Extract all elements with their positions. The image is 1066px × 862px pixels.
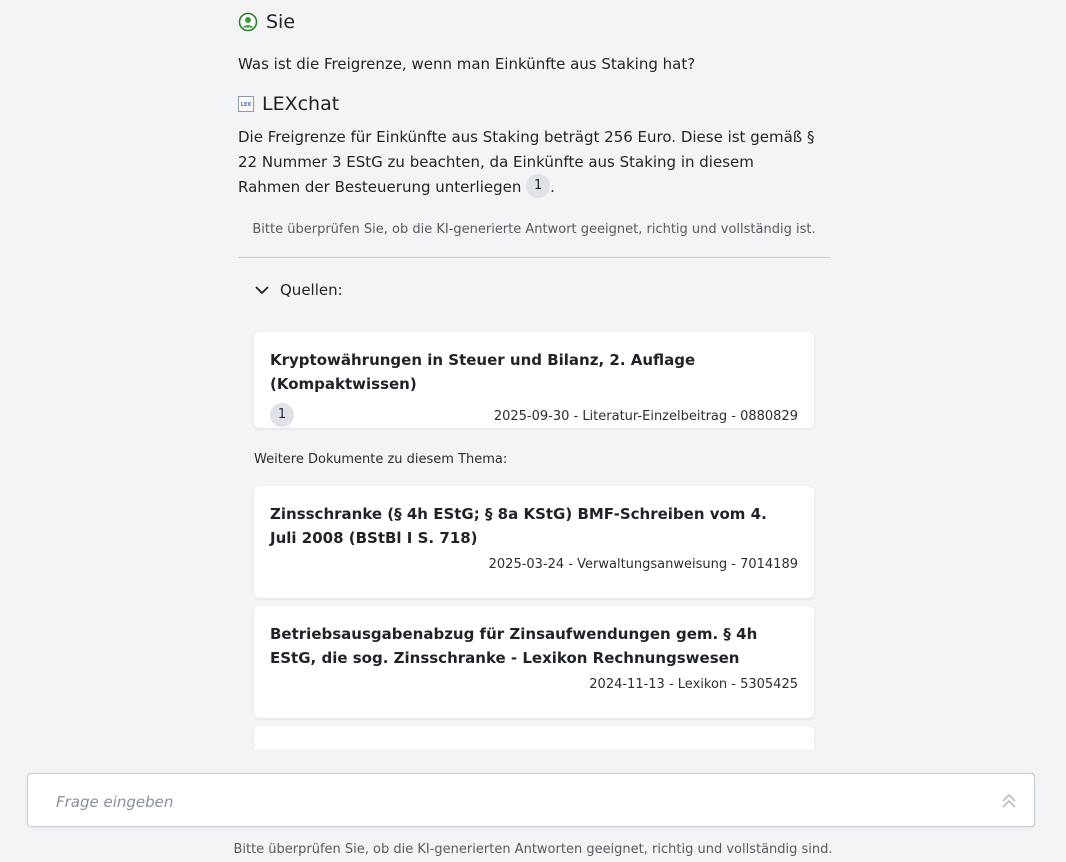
answer-end: . (550, 178, 555, 196)
source-meta: 2025-09-30 - Literatur-Einzelbeitrag - 0880829 (493, 409, 798, 424)
user-circle-icon (238, 12, 258, 32)
source-badge: 1 (270, 403, 294, 427)
source-title: Kryptowährungen in Steuer und Bilanz, 2. Auflage (Kompaktwissen) (270, 351, 696, 393)
lex-icon-text: LEX (240, 102, 252, 108)
question-input-box (27, 773, 1035, 827)
sources-label: Quellen: (280, 281, 343, 299)
document-title: Zinsschranke (§ 4h EStG; § 8a KStG) BMF-Schreiben vom 4. Juli 2008 (BStBl I S. 718) (270, 505, 767, 547)
bot-header (238, 90, 830, 118)
answer-text: Die Freigrenze für Einkünfte aus Staking beträgt 256 Euro. Diese ist gemäß § 22 Nummer 3 EStG zu beachten, da Einkünfte aus Staking in diesem Rahmen der Besteuerung unterliegen (238, 128, 815, 196)
document-meta: 2025-03-24 - Verwaltungsanweisung - 7014189 (488, 557, 798, 572)
double-chevron-up-icon[interactable] (1000, 792, 1018, 810)
document-card-partial[interactable] (254, 726, 814, 749)
document-meta-row (270, 557, 798, 572)
bot-answer (238, 125, 818, 200)
bot-name: LEXchat (262, 93, 340, 115)
document-card[interactable] (254, 486, 814, 598)
user-question: Was ist die Freigrenze, wenn man Einkünfte aus Staking hat? (238, 55, 696, 73)
lex-document-icon (238, 96, 254, 112)
user-header (238, 8, 830, 36)
question-input[interactable] (54, 788, 958, 816)
document-meta: 2024-11-13 - Lexikon - 5305425 (589, 677, 798, 692)
chevron-down-icon (254, 282, 270, 298)
document-meta-row (270, 677, 798, 692)
user-name: Sie (266, 11, 296, 33)
citation-badge[interactable]: 1 (526, 174, 550, 198)
document-card[interactable] (254, 606, 814, 718)
source-card[interactable] (254, 332, 814, 428)
answer-disclaimer: Bitte überprüfen Sie, ob die KI-generierte Antwort geeignet, richtig und vollständig ist. (238, 222, 830, 258)
chat-column (238, 0, 830, 749)
footer-disclaimer: Bitte überprüfen Sie, ob die KI-generierten Antworten geeignet, richtig und vollständig sind. (233, 842, 833, 857)
document-title: Betriebsausgabenabzug für Zinsaufwendungen gem. § 4h EStG, die sog. Zinsschranke - Lexikon Rechnungswesen (270, 625, 758, 667)
further-documents-label: Weitere Dokumente zu diesem Thema: (254, 452, 508, 467)
sources-toggle[interactable] (254, 278, 830, 302)
source-meta-row (270, 406, 798, 427)
